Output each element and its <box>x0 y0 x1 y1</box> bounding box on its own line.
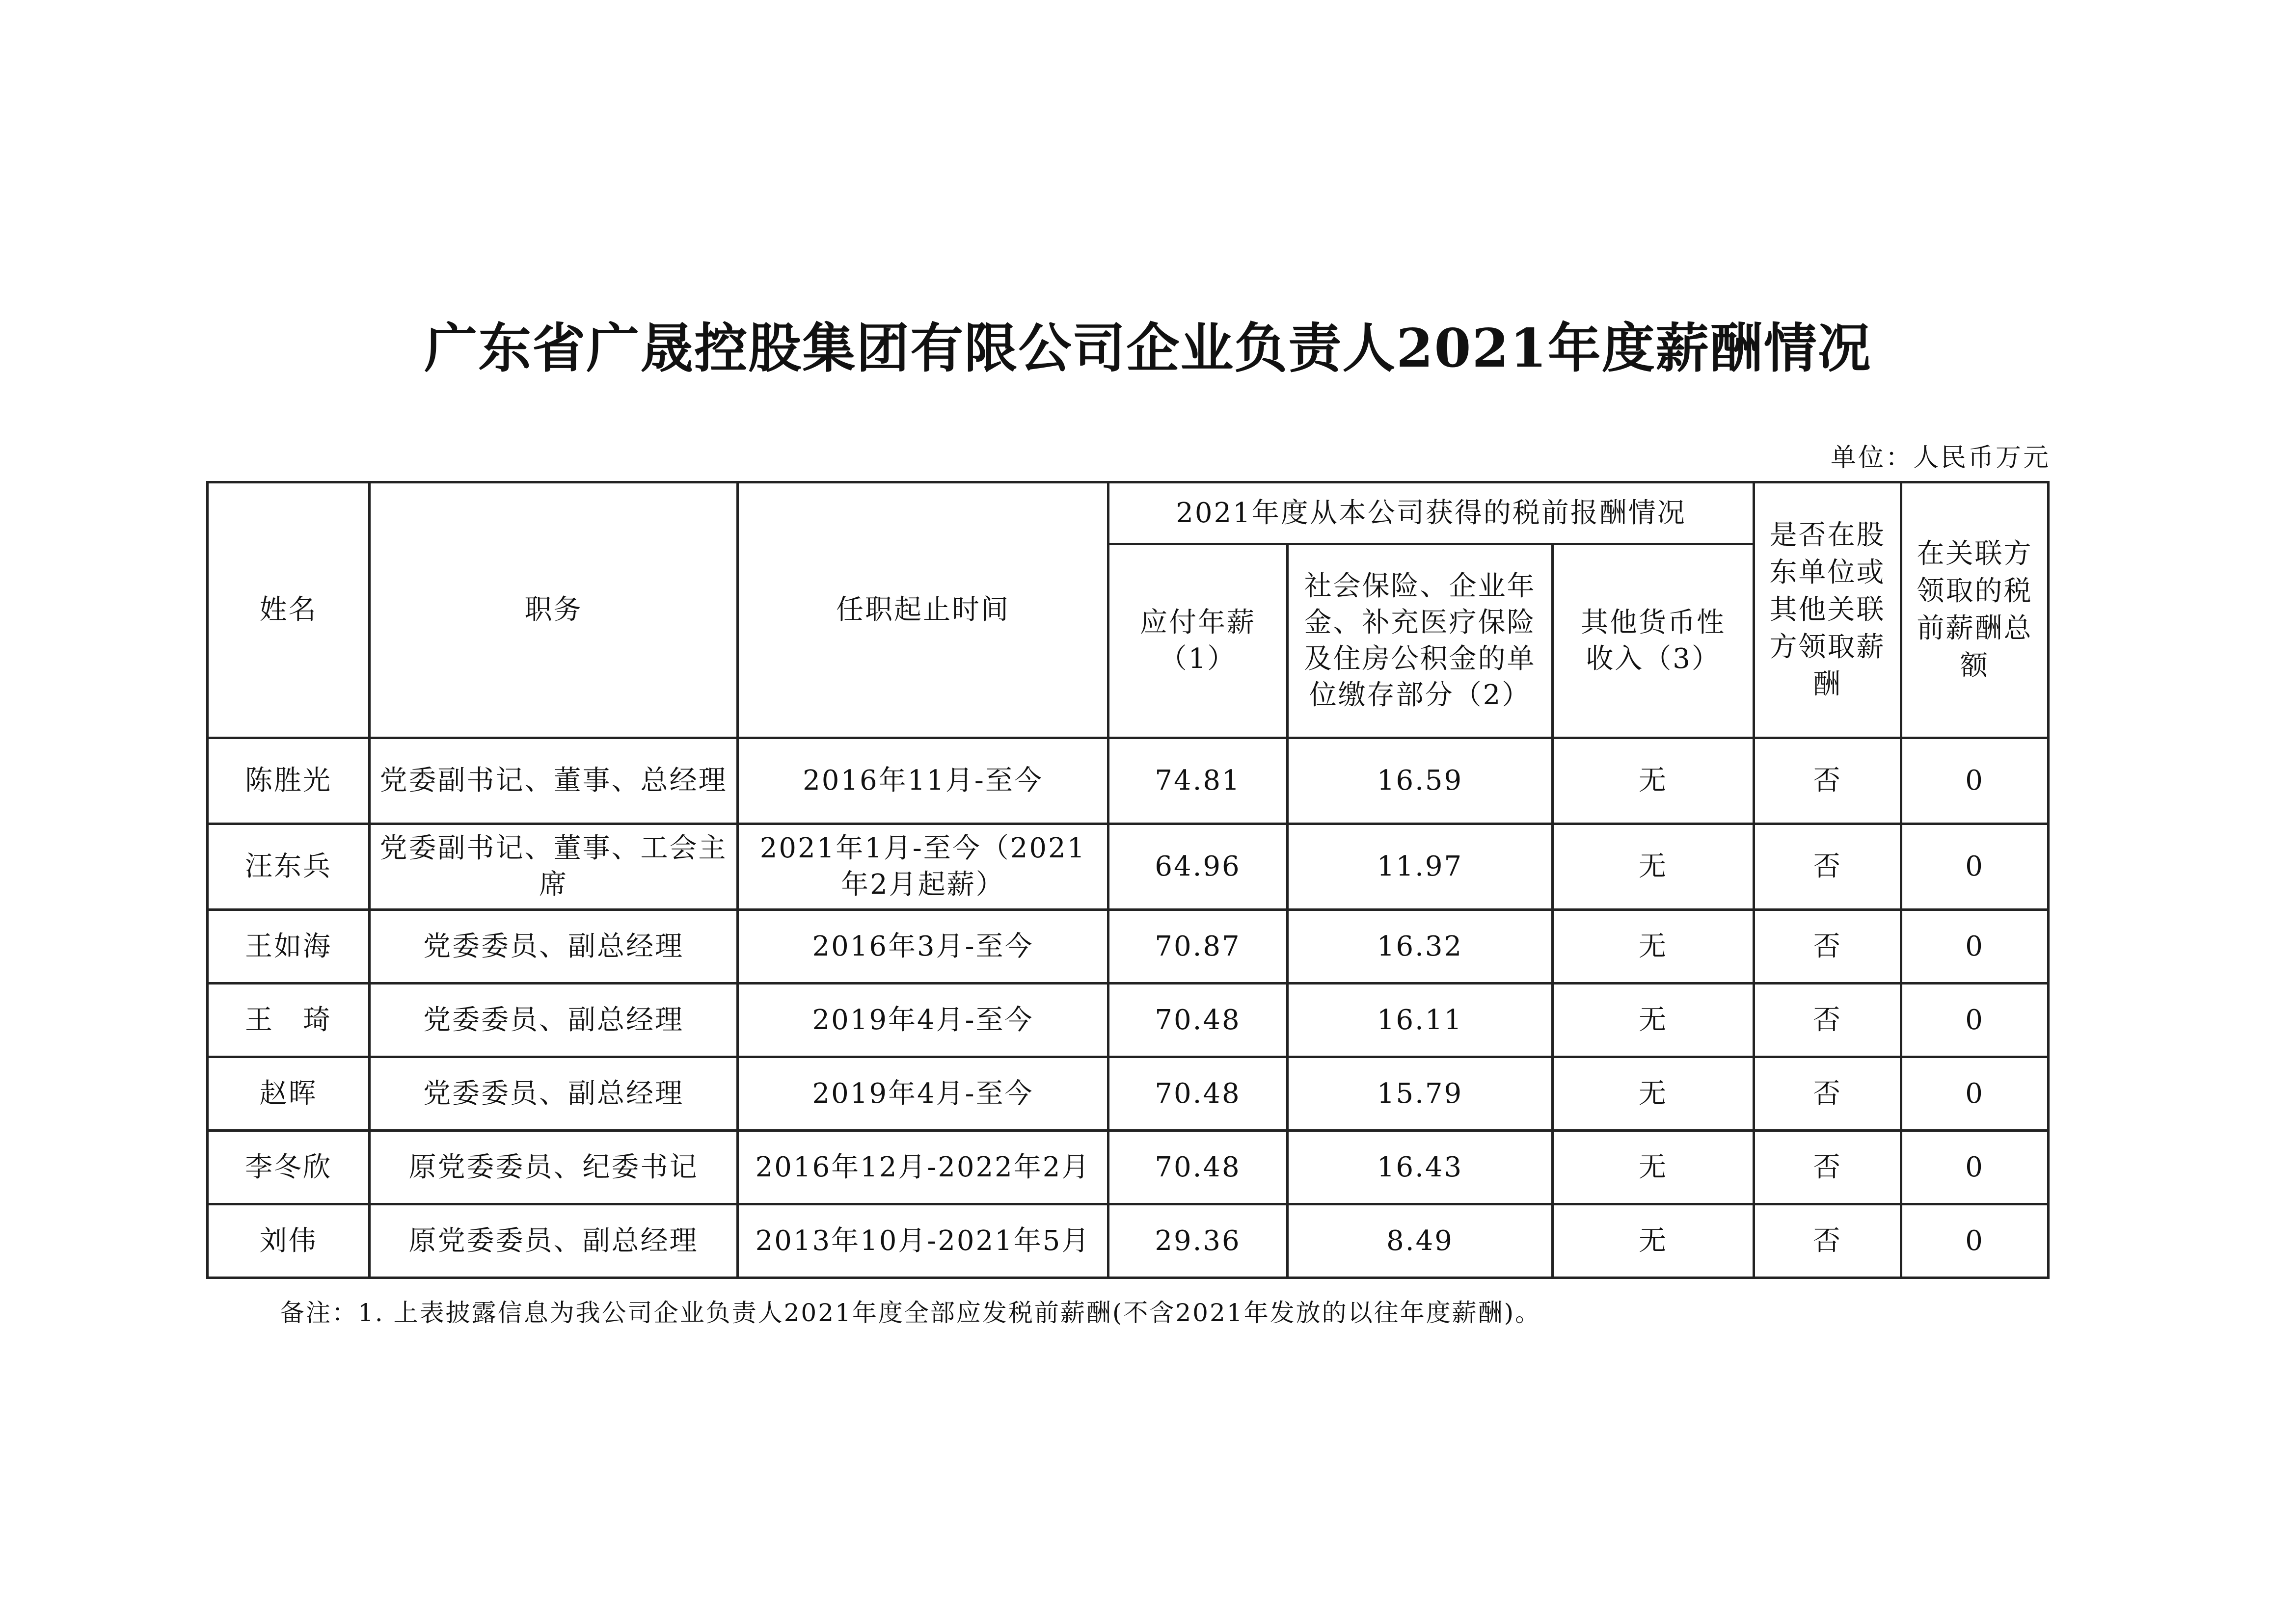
cell-term: 2016年11月-至今 <box>738 738 1108 824</box>
cell-position: 原党委委员、纪委书记 <box>370 1131 738 1204</box>
table-row <box>208 824 2049 910</box>
cell-name: 刘伟 <box>208 1204 370 1278</box>
cell-insurance: 16.11 <box>1288 984 1553 1057</box>
cell-salary: 70.48 <box>1108 984 1288 1057</box>
cell-term: 2016年12月-2022年2月 <box>738 1131 1108 1204</box>
cell-related: 否 <box>1754 984 1901 1057</box>
cell-term: 2019年4月-至今 <box>738 984 1108 1057</box>
cell-insurance: 15.79 <box>1288 1057 1553 1131</box>
table-row <box>208 1131 2049 1204</box>
cell-name: 赵晖 <box>208 1057 370 1131</box>
header-insurance: 社会保险、企业年金、补充医疗保险及住房公积金的单位缴存部分（2） <box>1288 544 1553 738</box>
header-related-party: 是否在股东单位或其他关联方领取薪酬 <box>1754 482 1901 738</box>
cell-salary: 64.96 <box>1108 824 1288 910</box>
cell-name: 汪东兵 <box>208 824 370 910</box>
cell-other: 无 <box>1553 984 1754 1057</box>
cell-name: 陈胜光 <box>208 738 370 824</box>
footnote-remark: 备注：1. 上表披露信息为我公司企业负责人2021年度全部应发税前薪酬(不含2021年发放的以往年度薪酬)。 <box>280 1299 1541 1327</box>
table-row <box>208 738 2049 824</box>
table-row <box>208 910 2049 984</box>
cell-other: 无 <box>1553 910 1754 984</box>
cell-related-total: 0 <box>1901 1057 2049 1131</box>
table-row <box>208 1057 2049 1131</box>
cell-related-total: 0 <box>1901 738 2049 824</box>
cell-related-total: 0 <box>1901 824 2049 910</box>
cell-salary: 74.81 <box>1108 738 1288 824</box>
cell-salary: 70.48 <box>1108 1057 1288 1131</box>
cell-insurance: 11.97 <box>1288 824 1553 910</box>
cell-salary: 29.36 <box>1108 1204 1288 1278</box>
compensation-table <box>206 481 2050 1279</box>
cell-related-total: 0 <box>1901 1131 2049 1204</box>
page-title: 广东省广晟控股集团有限公司企业负责人2021年度薪酬情况 <box>424 318 1872 379</box>
header-name: 姓名 <box>208 482 370 738</box>
cell-position: 党委委员、副总经理 <box>370 910 738 984</box>
cell-related: 否 <box>1754 910 1901 984</box>
cell-related: 否 <box>1754 1057 1901 1131</box>
cell-related: 否 <box>1754 824 1901 910</box>
cell-other: 无 <box>1553 1057 1754 1131</box>
cell-insurance: 16.43 <box>1288 1131 1553 1204</box>
cell-salary: 70.87 <box>1108 910 1288 984</box>
cell-related-total: 0 <box>1901 984 2049 1057</box>
header-related-total: 在关联方领取的税前薪酬总额 <box>1901 482 2049 738</box>
header-position: 职务 <box>370 482 738 738</box>
cell-position: 党委委员、副总经理 <box>370 984 738 1057</box>
cell-position: 党委副书记、董事、工会主席 <box>370 824 738 910</box>
cell-position: 党委副书记、董事、总经理 <box>370 738 738 824</box>
cell-position: 党委委员、副总经理 <box>370 1057 738 1131</box>
cell-other: 无 <box>1553 1131 1754 1204</box>
header-other-income: 其他货币性收入（3） <box>1553 544 1754 738</box>
cell-term: 2019年4月-至今 <box>738 1057 1108 1131</box>
cell-term: 2016年3月-至今 <box>738 910 1108 984</box>
cell-name: 王 琦 <box>208 984 370 1057</box>
cell-salary: 70.48 <box>1108 1131 1288 1204</box>
cell-term: 2013年10月-2021年5月 <box>738 1204 1108 1278</box>
cell-other: 无 <box>1553 1204 1754 1278</box>
header-row-group <box>208 482 2049 544</box>
cell-related: 否 <box>1754 1131 1901 1204</box>
header-salary: 应付年薪（1） <box>1108 544 1288 738</box>
cell-name: 王如海 <box>208 910 370 984</box>
cell-other: 无 <box>1553 738 1754 824</box>
cell-related-total: 0 <box>1901 1204 2049 1278</box>
cell-term: 2021年1月-至今（2021年2月起薪） <box>738 824 1108 910</box>
cell-insurance: 16.32 <box>1288 910 1553 984</box>
cell-position: 原党委委员、副总经理 <box>370 1204 738 1278</box>
cell-name: 李冬欣 <box>208 1131 370 1204</box>
header-term: 任职起止时间 <box>738 482 1108 738</box>
header-pretax-group: 2021年度从本公司获得的税前报酬情况 <box>1108 482 1754 544</box>
cell-insurance: 8.49 <box>1288 1204 1553 1278</box>
cell-related: 否 <box>1754 1204 1901 1278</box>
cell-related: 否 <box>1754 738 1901 824</box>
cell-related-total: 0 <box>1901 910 2049 984</box>
unit-label: 单位：人民币万元 <box>1830 443 2051 473</box>
table-row <box>208 984 2049 1057</box>
cell-other: 无 <box>1553 824 1754 910</box>
table-row <box>208 1204 2049 1278</box>
cell-insurance: 16.59 <box>1288 738 1553 824</box>
